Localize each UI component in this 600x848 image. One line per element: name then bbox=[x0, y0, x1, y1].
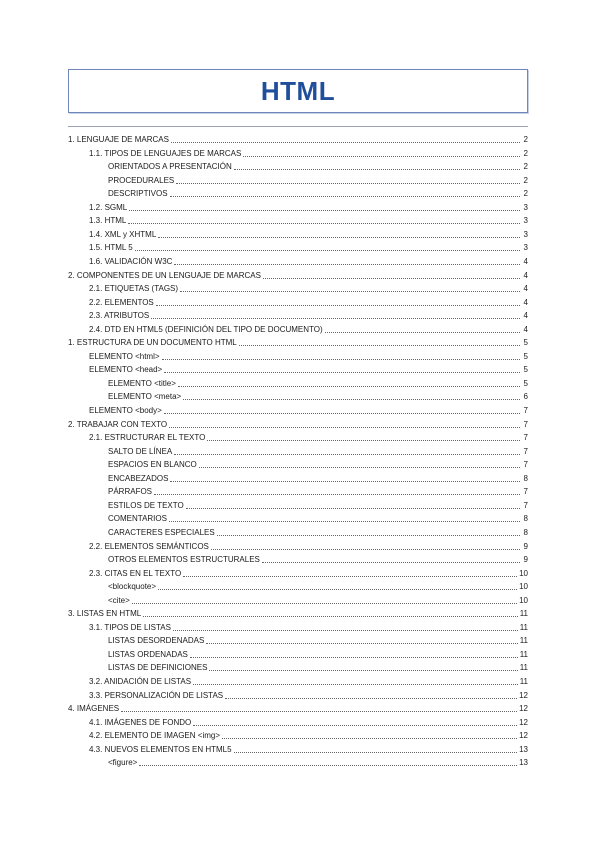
toc-leader-dots bbox=[121, 711, 517, 712]
divider bbox=[68, 126, 528, 127]
toc-entry[interactable] bbox=[108, 186, 528, 199]
toc-entry-page: 2 bbox=[523, 189, 528, 199]
toc-entry-label: LISTAS ORDENADAS bbox=[108, 649, 188, 659]
toc-leader-dots bbox=[225, 698, 517, 699]
toc-leader-dots bbox=[169, 521, 520, 522]
toc-entry-page: 8 bbox=[523, 514, 528, 524]
toc-leader-dots bbox=[186, 508, 520, 509]
toc-entry-label: 1. ESTRUCTURA DE UN DOCUMENTO HTML bbox=[68, 338, 237, 348]
toc-entry-page: 5 bbox=[523, 351, 528, 361]
toc-leader-dots bbox=[154, 494, 520, 495]
toc-entry[interactable] bbox=[89, 254, 528, 267]
toc-leader-dots bbox=[135, 250, 520, 251]
toc-entry-page: 12 bbox=[519, 690, 528, 700]
toc-entry-page: 11 bbox=[519, 677, 528, 686]
toc-entry[interactable] bbox=[89, 715, 528, 728]
toc-leader-dots bbox=[173, 630, 518, 631]
toc-entry-page: 2 bbox=[523, 135, 528, 144]
toc-entry[interactable] bbox=[108, 498, 528, 511]
toc-leader-dots bbox=[174, 264, 520, 265]
toc-entry-page: 11 bbox=[519, 649, 528, 659]
toc-entry-page: 11 bbox=[519, 609, 528, 619]
toc-entry-label: LISTAS DE DEFINICIONES bbox=[108, 663, 208, 673]
toc-leader-dots bbox=[217, 535, 520, 536]
toc-leader-dots bbox=[139, 765, 517, 766]
toc-leader-dots bbox=[180, 291, 520, 292]
toc-entry[interactable] bbox=[89, 566, 528, 579]
toc-entry-page: 3 bbox=[523, 216, 528, 226]
toc-entry-label: 2.1. ESTRUCTURAR EL TEXTO bbox=[89, 433, 206, 443]
toc-entry-page: 5 bbox=[523, 338, 528, 348]
toc-entry-label: 1.4. XML y XHTML bbox=[89, 229, 157, 239]
toc-entry[interactable] bbox=[108, 633, 528, 646]
toc-entry[interactable] bbox=[89, 688, 528, 701]
toc-entry-page: 4 bbox=[523, 284, 528, 294]
toc-entry[interactable] bbox=[89, 146, 528, 159]
toc-entry-label: 1.1. TIPOS DE LENGUAJES DE MARCAS bbox=[89, 148, 242, 158]
toc-entry-label: ELEMENTO <head> bbox=[89, 365, 163, 375]
toc-leader-dots bbox=[207, 440, 520, 441]
toc-entry-page: 5 bbox=[523, 365, 528, 375]
toc-entry-label: 2. TRABAJAR CON TEXTO bbox=[68, 419, 168, 429]
toc-entry-label: 1.3. HTML bbox=[89, 216, 127, 226]
toc-entry-page: 4 bbox=[523, 324, 528, 334]
toc-leader-dots bbox=[262, 562, 520, 563]
toc-entry[interactable] bbox=[108, 593, 528, 606]
toc-leader-dots bbox=[158, 237, 520, 238]
toc-entry[interactable] bbox=[68, 606, 528, 619]
toc-entry-label: 1.5. HTML 5 bbox=[89, 243, 133, 253]
toc-leader-dots bbox=[171, 142, 520, 143]
toc-entry[interactable] bbox=[108, 484, 528, 497]
toc-entry-label: COMENTARIOS bbox=[108, 514, 167, 524]
toc-entry-label: ESTILOS DE TEXTO bbox=[108, 500, 184, 510]
toc-leader-dots bbox=[206, 643, 517, 644]
toc-entry-label: 2.4. DTD EN HTML5 (DEFINICIÓN DEL TIPO DE DOCUMENTO) bbox=[89, 324, 323, 334]
toc-entry-label: 3.1. TIPOS DE LISTAS bbox=[89, 622, 171, 632]
toc-entry[interactable] bbox=[89, 227, 528, 240]
toc-leader-dots bbox=[164, 372, 520, 373]
toc-entry[interactable] bbox=[108, 471, 528, 484]
toc-entry-page: 11 bbox=[519, 622, 528, 632]
toc-entry-label: 3.2. ANIDACIÓN DE LISTAS bbox=[89, 677, 192, 686]
toc-entry-label: 1.6. VALIDACIÓN W3C bbox=[89, 256, 173, 266]
toc-entry-page: 13 bbox=[519, 744, 528, 754]
toc-entry[interactable] bbox=[89, 213, 528, 226]
toc-entry[interactable] bbox=[89, 430, 528, 443]
toc-entry-label: <figure> bbox=[108, 758, 138, 768]
toc-entry-page: 4 bbox=[523, 270, 528, 280]
toc-entry[interactable] bbox=[89, 539, 528, 552]
toc-entry-label: 2.3. ATRIBUTOS bbox=[89, 311, 150, 321]
toc-entry-label: ELEMENTO <html> bbox=[89, 351, 160, 361]
toc-entry[interactable] bbox=[68, 132, 528, 145]
toc-leader-dots bbox=[243, 156, 520, 157]
toc-leader-dots bbox=[174, 454, 520, 455]
toc-leader-dots bbox=[170, 196, 520, 197]
toc-entry-label: DESCRIPTIVOS bbox=[108, 189, 168, 199]
toc-entry-label: SALTO DE LÍNEA bbox=[108, 446, 173, 456]
toc-leader-dots bbox=[325, 332, 520, 333]
toc-entry[interactable] bbox=[89, 281, 528, 294]
toc-entry-label: 2.2. ELEMENTOS bbox=[89, 297, 154, 307]
toc-leader-dots bbox=[199, 467, 520, 468]
toc-entry-page: 7 bbox=[523, 500, 528, 510]
toc-leader-dots bbox=[162, 359, 520, 360]
toc-entry-page: 10 bbox=[519, 568, 528, 578]
toc-entry[interactable] bbox=[68, 417, 528, 430]
toc-entry-label: ENCABEZADOS bbox=[108, 473, 169, 483]
toc-entry-label: 4.2. ELEMENTO DE IMAGEN <img> bbox=[89, 731, 221, 741]
toc-entry[interactable] bbox=[89, 674, 528, 687]
toc-entry[interactable] bbox=[89, 362, 528, 375]
toc-entry-label: 2.1. ETIQUETAS (TAGS) bbox=[89, 284, 179, 294]
toc-entry-page: 3 bbox=[523, 202, 528, 212]
toc-entry-page: 7 bbox=[523, 406, 528, 415]
toc-leader-dots bbox=[143, 616, 517, 617]
toc-entry-page: 4 bbox=[523, 297, 528, 307]
toc-entry[interactable] bbox=[108, 376, 528, 389]
toc-leader-dots bbox=[209, 670, 517, 671]
toc-leader-dots bbox=[190, 657, 518, 658]
toc-entry-label: 2. COMPONENTES DE UN LENGUAJE DE MARCAS bbox=[68, 270, 261, 280]
toc-entry[interactable] bbox=[89, 728, 528, 741]
toc-entry[interactable] bbox=[108, 660, 528, 673]
toc-entry-label: PROCEDURALES bbox=[108, 175, 175, 185]
toc-leader-dots bbox=[170, 481, 520, 482]
toc-entry[interactable] bbox=[108, 511, 528, 524]
toc-leader-dots bbox=[193, 725, 517, 726]
toc-entry[interactable] bbox=[108, 457, 528, 470]
toc-entry[interactable] bbox=[89, 620, 528, 633]
toc-leader-dots bbox=[234, 169, 520, 170]
toc-leader-dots bbox=[151, 318, 520, 319]
toc-entry[interactable] bbox=[68, 268, 528, 281]
toc-entry[interactable] bbox=[108, 579, 528, 592]
toc-entry-page: 4 bbox=[523, 256, 528, 266]
toc-entry[interactable] bbox=[89, 308, 528, 321]
toc-entry-label: OTROS ELEMENTOS ESTRUCTURALES bbox=[108, 555, 260, 565]
toc-leader-dots bbox=[183, 576, 517, 577]
toc-entry-label: 4.3. NUEVOS ELEMENTOS EN HTML5 bbox=[89, 744, 232, 754]
toc-entry-page: 7 bbox=[523, 433, 528, 443]
toc-entry[interactable] bbox=[108, 647, 528, 660]
toc-entry-label: 4.1. IMÁGENES DE FONDO bbox=[89, 717, 192, 727]
toc-entry-label: 1. LENGUAJE DE MARCAS bbox=[68, 135, 169, 144]
toc-entry[interactable] bbox=[108, 525, 528, 538]
toc-entry[interactable] bbox=[108, 159, 528, 172]
toc-entry-label: ESPACIOS EN BLANCO bbox=[108, 460, 197, 470]
toc-leader-dots bbox=[234, 752, 518, 753]
toc-entry-label: ELEMENTO <title> bbox=[108, 378, 176, 388]
toc-entry-page: 2 bbox=[523, 175, 528, 185]
toc-entry-page: 3 bbox=[523, 229, 528, 239]
toc-leader-dots bbox=[156, 305, 520, 306]
toc-entry-label: ELEMENTO <meta> bbox=[108, 392, 182, 402]
toc-entry-page: 2 bbox=[523, 148, 528, 158]
toc-entry-page: 10 bbox=[519, 595, 528, 605]
toc-entry[interactable] bbox=[68, 335, 528, 348]
toc-entry-page: 10 bbox=[519, 582, 528, 592]
toc-entry-label: 2.3. CITAS EN EL TEXTO bbox=[89, 568, 182, 578]
toc-leader-dots bbox=[128, 223, 520, 224]
toc-entry-page: 12 bbox=[519, 704, 528, 714]
toc-leader-dots bbox=[129, 210, 520, 211]
toc-entry-page: 12 bbox=[519, 717, 528, 727]
toc-entry-page: 9 bbox=[523, 541, 528, 551]
toc-entry-label: ORIENTADOS A PRESENTACIÓN bbox=[108, 162, 232, 172]
toc-entry-page: 6 bbox=[523, 392, 528, 402]
toc-entry-page: 7 bbox=[523, 487, 528, 497]
toc-entry[interactable] bbox=[89, 742, 528, 755]
toc-entry-page: 3 bbox=[523, 243, 528, 253]
toc-entry-page: 8 bbox=[523, 527, 528, 537]
toc-entry[interactable] bbox=[108, 173, 528, 186]
toc-leader-dots bbox=[211, 549, 520, 550]
toc-entry[interactable] bbox=[89, 295, 528, 308]
toc-entry-label: <cite> bbox=[108, 595, 130, 605]
toc-entry[interactable] bbox=[108, 444, 528, 457]
title-box bbox=[68, 69, 528, 113]
toc-entry[interactable] bbox=[89, 403, 528, 416]
toc-entry[interactable] bbox=[89, 200, 528, 213]
toc-entry-page: 13 bbox=[519, 758, 528, 768]
toc-entry-label: PÁRRAFOS bbox=[108, 487, 153, 497]
toc-entry-label: 2.2. ELEMENTOS SEMÁNTICOS bbox=[89, 541, 209, 551]
toc-entry[interactable] bbox=[89, 240, 528, 253]
toc-entry[interactable] bbox=[108, 389, 528, 402]
toc-entry-page: 11 bbox=[519, 663, 528, 673]
toc-entry-page: 7 bbox=[523, 460, 528, 470]
toc-entry-page: 2 bbox=[523, 162, 528, 172]
toc-entry-page: 8 bbox=[523, 473, 528, 483]
toc-entry-page: 7 bbox=[523, 446, 528, 456]
toc-entry-label: CARACTERES ESPECIALES bbox=[108, 527, 215, 537]
toc-entry-page: 12 bbox=[519, 731, 528, 741]
toc-entry-label: LISTAS DESORDENADAS bbox=[108, 636, 205, 646]
toc-entry-page: 9 bbox=[523, 555, 528, 565]
toc-entry-label: 3. LISTAS EN HTML bbox=[68, 609, 142, 619]
toc-entry-page: 5 bbox=[523, 378, 528, 388]
toc-leader-dots bbox=[176, 183, 520, 184]
toc-leader-dots bbox=[183, 399, 520, 400]
toc-entry-label: ELEMENTO <body> bbox=[89, 406, 162, 415]
page-title: HTML bbox=[260, 75, 336, 106]
toc-entry[interactable] bbox=[68, 701, 528, 714]
toc-entry-page: 4 bbox=[523, 311, 528, 321]
toc-entry-label: 3.3. PERSONALIZACIÓN DE LISTAS bbox=[89, 690, 224, 700]
toc-leader-dots bbox=[193, 684, 518, 685]
toc-entry[interactable] bbox=[89, 349, 528, 362]
toc-entry-page: 7 bbox=[523, 419, 528, 429]
toc-leader-dots bbox=[169, 427, 520, 428]
toc-leader-dots bbox=[132, 603, 517, 604]
toc-entry-label: 1.2. SGML bbox=[89, 202, 128, 212]
toc-leader-dots bbox=[158, 589, 517, 590]
toc-leader-dots bbox=[178, 386, 520, 387]
toc-entry[interactable] bbox=[89, 322, 528, 335]
toc-leader-dots bbox=[263, 278, 520, 279]
toc-leader-dots bbox=[164, 413, 520, 414]
toc-entry-page: 11 bbox=[519, 636, 528, 646]
toc-entry-label: 4. IMÁGENES bbox=[68, 704, 120, 714]
toc-leader-dots bbox=[239, 345, 520, 346]
toc-entry[interactable] bbox=[108, 552, 528, 565]
toc-entry[interactable] bbox=[108, 755, 528, 768]
toc-leader-dots bbox=[222, 738, 517, 739]
toc-entry-label: <blockquote> bbox=[108, 582, 157, 592]
